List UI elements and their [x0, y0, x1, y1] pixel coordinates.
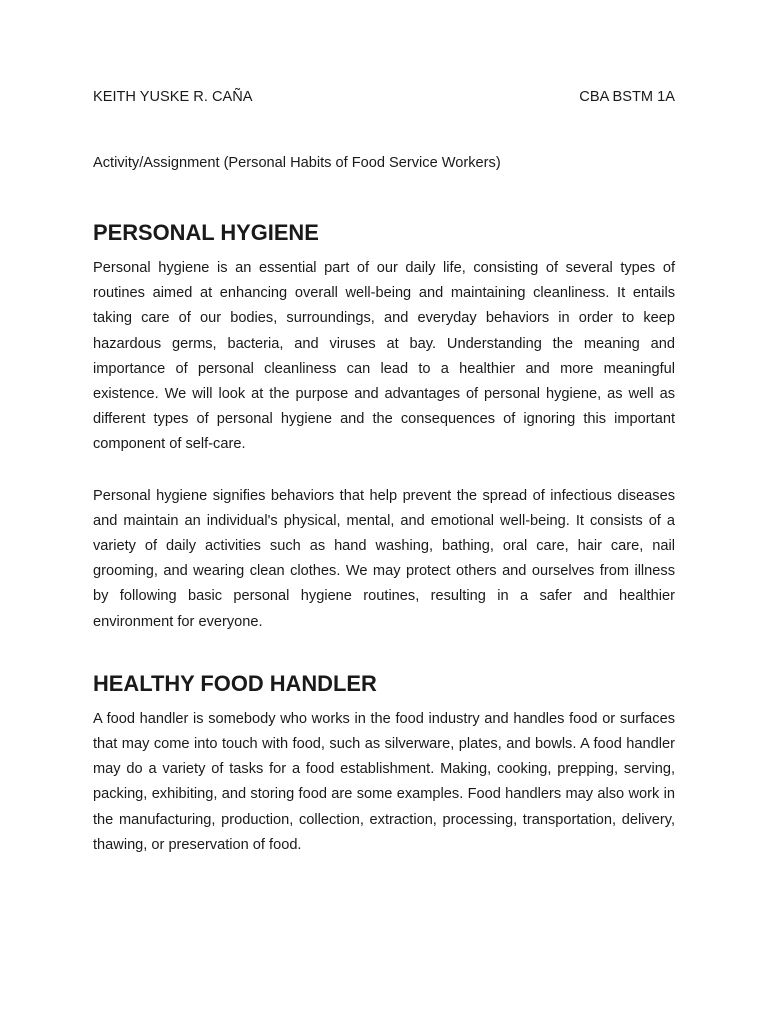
section-heading-personal-hygiene: PERSONAL HYGIENE — [93, 220, 319, 245]
student-name: KEITH YUSKE R. CAÑA — [93, 89, 253, 105]
assignment-title: Activity/Assignment (Personal Habits of Food Service Workers) — [93, 155, 501, 171]
paragraph: Personal hygiene signifies behaviors that help prevent the spread of infectious diseases and maintain an individual's physical, mental, and emotional well-being. It consists of a variety of daily activities such as hand washing, bathing, oral care, hair care, nail grooming, and wearing clean clothes. We may protect others and ourselves from illness by following basic personal hygiene routines, resulting in a safer and healthier environment for everyone. — [93, 487, 675, 630]
paragraph: Personal hygiene is an essential part of our daily life, consisting of several types of routines aimed at enhancing overall well-being and maintaining cleanliness. It entails taking care of our bodies, surroundings, and everyday behaviors in order to keep hazardous germs, bacteria, and viruses at bay. Understanding the meaning and importance of personal cleanliness can lead to a healthier and more meaningful existence. We will look at the purpose and advantages of personal hygiene, as well as different types of personal hygiene and the consequences of ignoring this important component of self-care. — [93, 260, 675, 453]
course-section: CBA BSTM 1A — [579, 89, 675, 105]
document-header — [93, 86, 675, 108]
section-heading-healthy-food-handler: HEALTHY FOOD HANDLER — [93, 670, 377, 696]
document-body — [93, 86, 675, 858]
paragraph: A food handler is somebody who works in the food industry and handles food or surfaces that may come into touch with food, such as silverware, plates, and bowls. A food handler may do a variety of tasks for a food establishment. Making, cooking, prepping, serving, packing, exhibiting, and storing food are some examples. Food handlers may also work in the manufacturing, production, collection, extraction, processing, transportation, delivery, thawing, or preservation of food. — [93, 710, 675, 853]
